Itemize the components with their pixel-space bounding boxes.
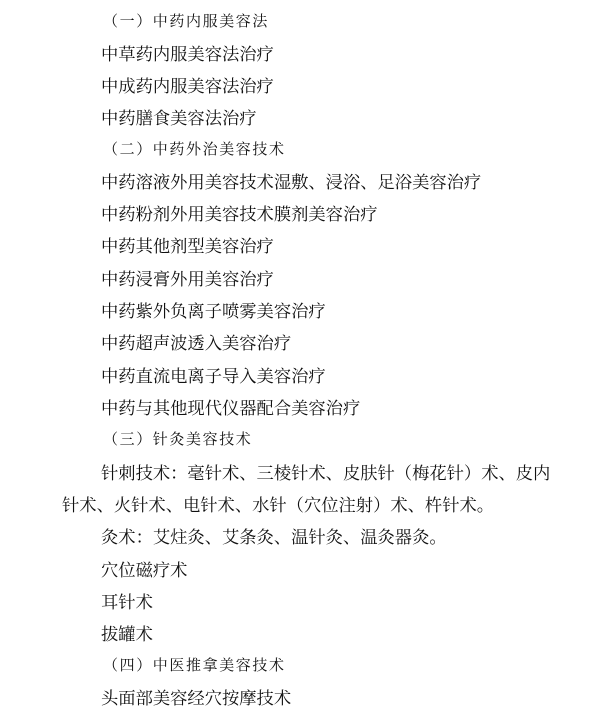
list-item: 中药浸膏外用美容治疗 (101, 270, 274, 290)
list-item: 灸术：艾炷灸、艾条灸、温针灸、温灸器灸。 (101, 528, 447, 548)
paragraph-line: 针术、火针术、电针术、水针（穴位注射）术、杵针术。 (62, 496, 495, 516)
list-item: 中草药内服美容法治疗 (101, 45, 274, 65)
list-item: 中药超声波透入美容治疗 (101, 334, 292, 354)
list-item: 耳针术 (101, 593, 153, 613)
list-item: 中药溶液外用美容技术湿敷、浸浴、足浴美容治疗 (101, 173, 482, 193)
list-item: 中药粉剂外用美容技术膜剂美容治疗 (101, 205, 378, 225)
paragraph-line: 针刺技术：毫针术、三棱针术、皮肤针（梅花针）术、皮内 (101, 464, 551, 484)
list-item: 头面部美容经穴按摩技术 (101, 689, 292, 709)
list-item: 中药直流电离子导入美容治疗 (101, 367, 326, 387)
section-heading: （二）中药外治美容技术 (103, 140, 286, 158)
list-item: 中药与其他现代仪器配合美容治疗 (101, 399, 361, 419)
section-heading: （三）针灸美容技术 (103, 430, 253, 448)
list-item: 中成药内服美容法治疗 (101, 77, 274, 97)
list-item: 中药紫外负离子喷雾美容治疗 (101, 302, 326, 322)
section-heading: （四）中医推拿美容技术 (103, 656, 286, 674)
list-item: 穴位磁疗术 (101, 561, 188, 581)
list-item: 中药其他剂型美容治疗 (101, 237, 274, 257)
list-item: 中药膳食美容法治疗 (101, 109, 257, 129)
list-item: 拔罐术 (101, 625, 153, 645)
section-heading: （一）中药内服美容法 (103, 12, 270, 30)
